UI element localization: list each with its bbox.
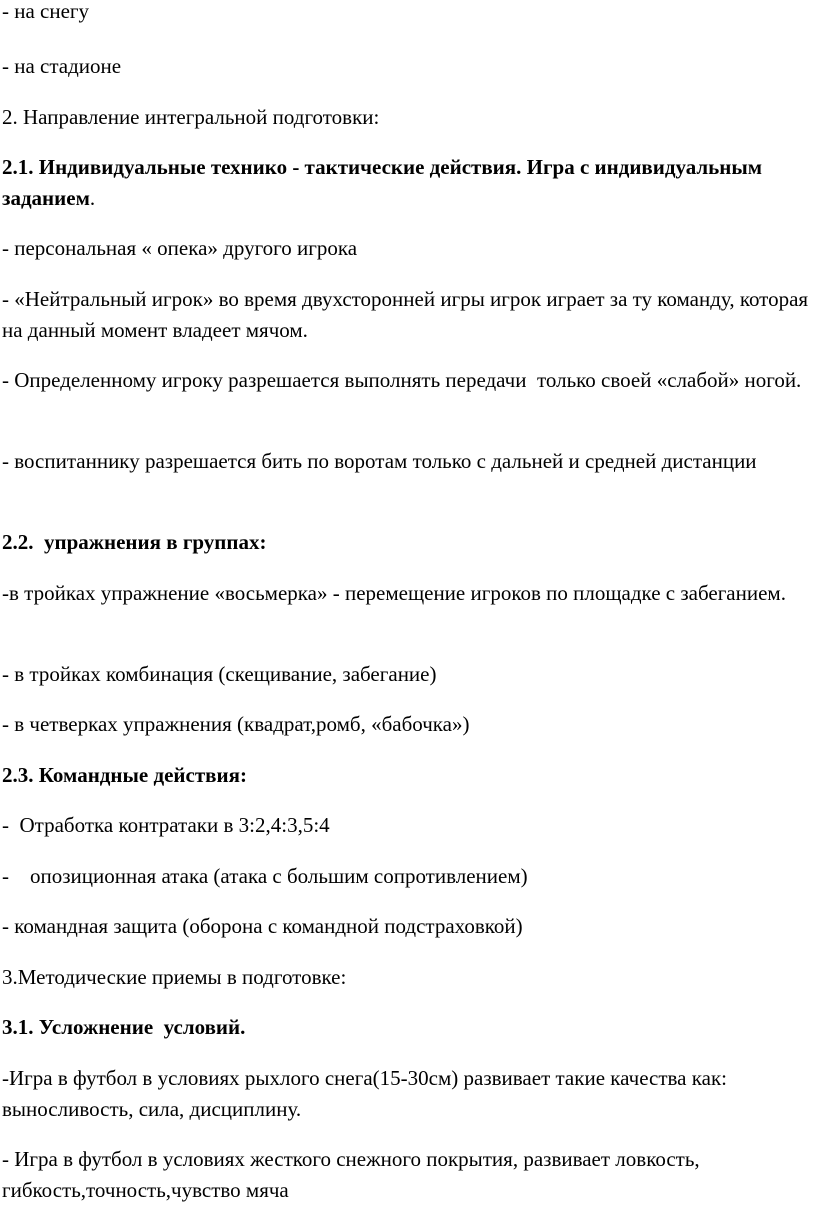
heading-2-1-tail: . bbox=[89, 186, 96, 210]
paragraph-team-defense: - командная защита (оборона с командной подстраховкой) bbox=[2, 914, 523, 938]
paragraph-hard-snow: - Игра в футбол в условиях жесткого снежного покрытия, развивает ловкость, гибкость,точность,чувство мяча bbox=[2, 1147, 705, 1202]
paragraph-fours-exercises: - в четверках упражнения (квадрат,ромб, «бабочка») bbox=[2, 712, 470, 736]
heading-3-1: 3.1. Усложнение условий. bbox=[2, 1015, 246, 1039]
heading-2-2: 2.2. упражнения в группах: bbox=[2, 530, 267, 554]
heading-2-1-bold: 2.1. Индивидуальные технико - тактические действия. Игра с индивидуальным заданием bbox=[2, 155, 768, 210]
paragraph-shooting-distance: - воспитаннику разрешается бить по воротам только с дальней и средней дистанции bbox=[2, 449, 757, 473]
heading-2-3: 2.3. Командные действия: bbox=[2, 763, 247, 787]
paragraph-on-snow: - на снегу bbox=[2, 0, 90, 23]
paragraph-positional-attack: - опозиционная атака (атака с большим сопротивлением) bbox=[2, 864, 528, 888]
paragraph-neutral-player: - «Нейтральный игрок» во время двухсторонней игры игрок играет за ту команду, которая на данный момент владеет мячом. bbox=[2, 287, 814, 342]
paragraph-personal-marking: - персональная « опека» другого игрока bbox=[2, 236, 358, 260]
paragraph-weak-foot: - Определенному игроку разрешается выполнять передачи только своей «слабой» ногой. bbox=[2, 368, 802, 392]
paragraph-counterattack: - Отработка контратаки в 3:2,4:3,5:4 bbox=[2, 813, 330, 837]
paragraph-threes-combination: - в тройках комбинация (скещивание, забегание) bbox=[2, 662, 437, 686]
paragraph-figure-eight: -в тройках упражнение «восьмерка» - перемещение игроков по площадке с забеганием. bbox=[2, 581, 786, 605]
paragraph-loose-snow: -Игра в футбол в условиях рыхлого снега(15-30см) развивает такие качества как: выносливость, сила, дисциплину. bbox=[2, 1066, 733, 1121]
paragraph-at-stadium: - на стадионе bbox=[2, 54, 122, 78]
heading-2-1 bbox=[2, 152, 814, 214]
paragraph-methodical-techniques: 3.Методические приемы в подготовке: bbox=[2, 965, 347, 989]
paragraph-integral-training: 2. Направление интегральной подготовки: bbox=[2, 105, 380, 129]
